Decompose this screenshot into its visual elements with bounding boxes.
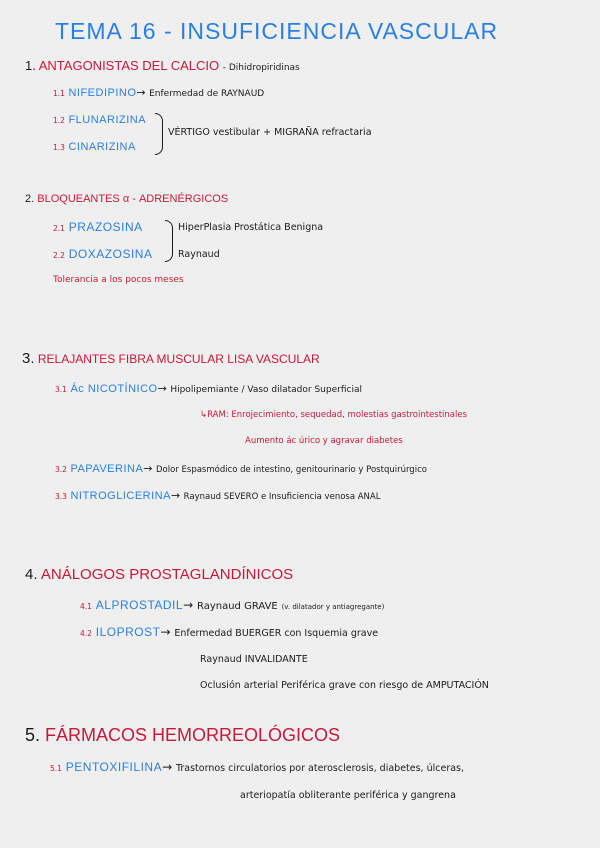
section-number: 3. [22, 350, 35, 367]
section-number: 2. [25, 193, 35, 205]
item-number: 5.1 [50, 764, 62, 773]
item-3-2 [55, 462, 427, 475]
item-3-3 [55, 489, 380, 502]
grouping-brace [165, 220, 173, 262]
item-number: 3.2 [55, 465, 67, 474]
item-1-1 [53, 86, 264, 99]
item-number: 4.2 [80, 629, 92, 638]
indication-line: Raynaud INVALIDANTE [200, 654, 308, 665]
section-1-heading [25, 58, 300, 73]
drug-name: PAPAVERINA [70, 463, 144, 475]
drug-indication: Trastornos circulatorios por aterosclerosis, diabetes, úlceras, [175, 763, 465, 774]
section-number: 1. [25, 58, 36, 73]
section-number: 4. [25, 566, 38, 583]
section-name: ANÁLOGOS PROSTAGLANDÍNICOS [40, 566, 294, 583]
drug-name: DOXAZOSINA [68, 247, 153, 261]
item-number: 2.1 [53, 224, 65, 233]
drug-name: CINARIZINA [68, 141, 136, 153]
drug-name: FLUNARIZINA [68, 114, 147, 126]
drug-indication: Dolor Espasmódico de intestino, genitourinario y Postquirúrgico [156, 465, 427, 475]
item-1-2 [53, 113, 146, 126]
drug-name: PRAZOSINA [68, 220, 143, 234]
drug-indication: HiperPlasia Prostática Benigna [178, 222, 324, 233]
section-2-heading [25, 193, 228, 205]
page-title: TEMA 16 - INSUFICIENCIA VASCULAR [55, 18, 499, 44]
indication-line: arteriopatía obliterante periférica y gangrena [240, 790, 456, 801]
item-number: 3.1 [55, 385, 67, 394]
drug-note: (v. dilatador y antiagregante) [281, 603, 385, 611]
section-number: 5. [25, 725, 41, 745]
drug-indication: Raynaud GRAVE [196, 601, 278, 612]
section-4-heading [25, 566, 293, 583]
drug-indication: Raynaud SEVERO e Insuficiencia venosa ANAL [183, 492, 381, 502]
arrow-icon: → [170, 489, 181, 502]
adverse-reactions-2: Aumento ác úrico y agravar diabetes [245, 436, 403, 446]
item-5-1 [50, 760, 464, 774]
arrow-icon: → [157, 382, 167, 395]
drug-name: ILOPROST [95, 625, 161, 639]
grouping-brace [155, 113, 163, 155]
drug-name: ALPROSTADIL [95, 598, 184, 612]
item-1-3 [53, 140, 136, 153]
drug-indication: Enfermedad BUERGER con Isquemia grave [174, 628, 379, 639]
item-number: 4.1 [80, 602, 92, 611]
item-number: 3.3 [55, 492, 67, 501]
drug-name: PENTOXIFILINA [65, 760, 163, 774]
arrow-icon: → [136, 86, 146, 99]
item-number: 1.1 [53, 89, 65, 98]
drug-name: NIFEDIPINO [68, 87, 137, 99]
section-5-heading [25, 725, 340, 746]
section-name: RELAJANTES FIBRA MUSCULAR LISA VASCULAR [37, 352, 320, 366]
item-number: 1.2 [53, 116, 65, 125]
drug-indication: Hipolipemiante / Vaso dilatador Superficial [170, 385, 362, 395]
arrow-icon: → [183, 598, 194, 612]
section-name: ANTAGONISTAS DEL CALCIO [38, 58, 220, 73]
drug-name: Ác NICOTÍNICO [70, 383, 158, 395]
drug-indication: Raynaud [178, 249, 220, 260]
adverse-reactions: ↳RAM: Enrojecimiento, sequedad, molestias gastrointestinales [200, 410, 468, 420]
section-3-heading [22, 350, 320, 367]
item-3-1 [55, 382, 362, 395]
item-number: 2.2 [53, 251, 65, 260]
item-number: 1.3 [53, 143, 65, 152]
section-suffix: - Dihidropiridinas [222, 63, 300, 73]
shared-indication: VÉRTIGO vestibular + MIGRAÑA refractaria [168, 127, 372, 138]
arrow-icon: → [162, 760, 173, 774]
arrow-icon: → [160, 625, 171, 639]
section-name: BLOQUEANTES α - ADRENÉRGICOS [37, 193, 229, 205]
item-2-2 [53, 247, 152, 261]
tolerance-note: Tolerancia a los pocos meses [53, 275, 184, 285]
indication-line: Oclusión arterial Periférica grave con riesgo de AMPUTACIÓN [200, 680, 489, 691]
drug-indication: Enfermedad de RAYNAUD [149, 89, 265, 99]
item-2-1 [53, 220, 143, 234]
section-name: FÁRMACOS HEMORREOLÓGICOS [45, 725, 341, 745]
item-4-1 [80, 598, 384, 612]
item-4-2 [80, 625, 378, 639]
drug-name: NITROGLICERINA [70, 490, 171, 502]
arrow-icon: → [143, 462, 153, 475]
